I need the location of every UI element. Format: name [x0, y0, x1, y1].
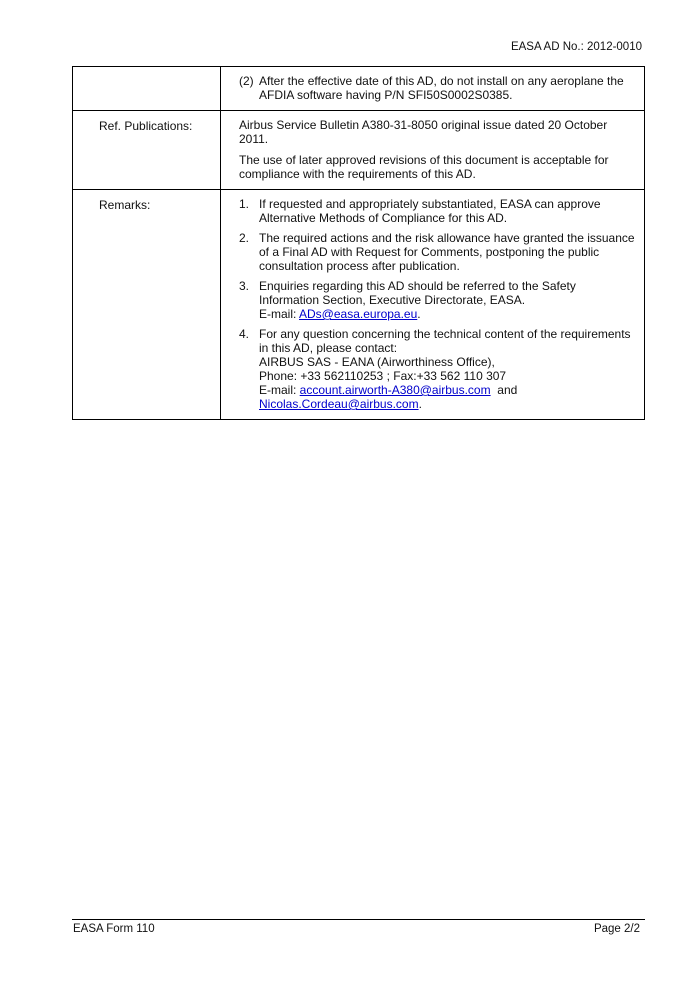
list-item — [239, 74, 638, 102]
continuation-content — [221, 67, 645, 111]
email-suffix: . — [417, 307, 421, 321]
item-text: The required actions and the risk allowance have granted the issuance of a Final AD with Request for Comments, postponing the public consultation process after publication. — [259, 231, 635, 273]
item-text: Enquiries regarding this AD should be referred to the Safety Information Section, Executive Directorate, EASA. — [259, 279, 576, 307]
form-number: EASA Form 110 — [73, 923, 155, 935]
email-prefix: E-mail: — [259, 383, 300, 397]
empty-label-cell — [73, 67, 221, 111]
item-number: 3. — [239, 279, 250, 293]
list-item — [239, 197, 638, 225]
airbus-email-link[interactable]: account.airworth-A380@airbus.com — [299, 383, 491, 397]
item-number: 1. — [239, 197, 250, 211]
item-text: For any question concerning the technical content of the requirements in this AD, please contact: — [259, 327, 631, 355]
service-bulletin-reference: Airbus Service Bulletin A380-31-8050 original issue dated 20 October 2011. — [239, 118, 608, 146]
table-row-remarks — [73, 190, 645, 420]
email-prefix: E-mail: — [259, 307, 300, 321]
item-text: After the effective date of this AD, do not install on any aeroplane the AFDIA software having P/N SFI50S0002S0385. — [259, 74, 624, 102]
email-conjunction: and — [490, 383, 518, 397]
ad-details-table — [72, 66, 645, 420]
contact-organisation: AIRBUS SAS - EANA (Airworthiness Office), — [259, 355, 495, 369]
email-suffix: . — [418, 397, 422, 411]
table-row-continuation — [73, 67, 645, 111]
item-text-block — [259, 279, 638, 321]
list-item — [239, 231, 638, 273]
list-item — [239, 327, 638, 411]
page-number: Page 2/2 — [593, 923, 640, 935]
item-number: 2. — [239, 231, 250, 245]
item-text-block — [259, 327, 638, 411]
ref-publications-label: Ref. Publications: — [73, 111, 221, 190]
easa-email-link[interactable]: ADs@easa.europa.eu — [299, 307, 418, 321]
table-row-ref-publications — [73, 111, 645, 190]
footer-divider — [72, 919, 645, 920]
item-text: If requested and appropriately substantiated, EASA can approve Alternative Methods of Compliance for this AD. — [259, 197, 601, 225]
contact-phone: Phone: +33 562110253 ; Fax:+33 562 110 307 — [259, 369, 507, 383]
ad-number-header: EASA AD No.: 2012-0010 — [510, 41, 642, 53]
list-item — [239, 279, 638, 321]
item-number: 4. — [239, 327, 250, 341]
remarks-label: Remarks: — [73, 190, 221, 420]
item-number: (2) — [239, 74, 254, 88]
ref-publications-content — [221, 111, 645, 190]
cordeau-email-link[interactable]: Nicolas.Cordeau@airbus.com — [259, 397, 419, 411]
remarks-content — [221, 190, 645, 420]
revisions-note: The use of later approved revisions of this document is acceptable for compliance with the requirements of this AD. — [239, 153, 609, 181]
